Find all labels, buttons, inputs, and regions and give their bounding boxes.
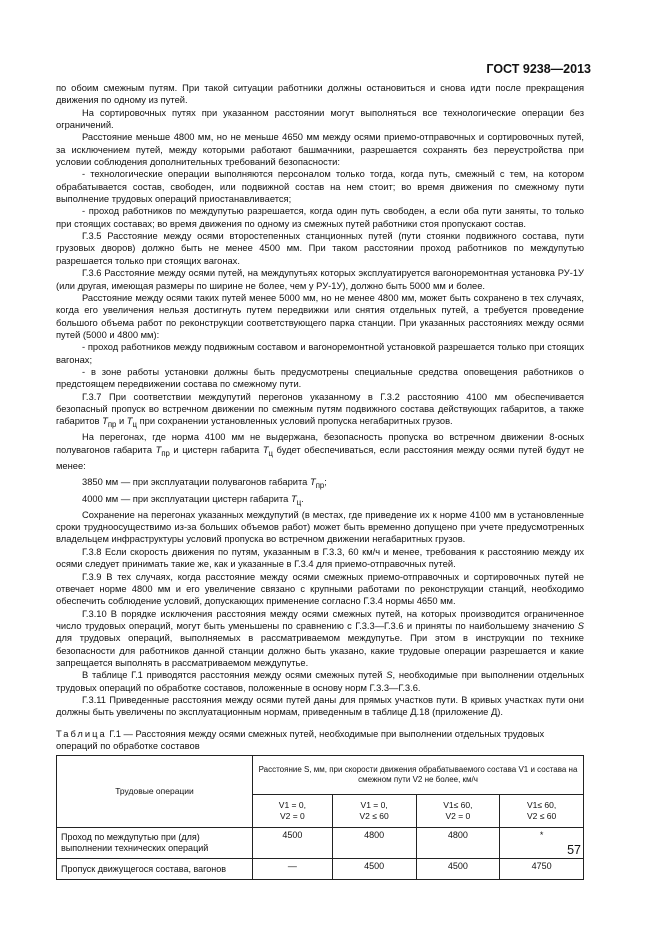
- body-paragraph: Г.3.6 Расстояние между осями путей, на междупутьях которых эксплуатируется вагоноремонтная установка РУ-1У (или другая, имеющая размеры по ширине не более, чем у РУ-1У), должно быть 5000 мм и более.: [56, 268, 584, 291]
- table-cell-value: —: [253, 859, 333, 880]
- paragraphs-block-1: [56, 82, 584, 391]
- list-item-3850: 3850 мм — при эксплуатации полувагонов габарита $T_{пр}$;: [82, 477, 327, 491]
- header-speed-col: V1 = 0, V2 ≤ 60: [332, 795, 416, 828]
- table-cell-operation: Пропуск движущегося состава, вагонов: [57, 859, 253, 880]
- body-paragraph: - проход работников по междупутью разрешается, когда один путь свободен, а если оба пути заняты, то только при стоящих составах; во время движения по одному из смежных путей работники стоя пропускают состав.: [56, 206, 584, 229]
- body-paragraph: по обоим смежным путям. При такой ситуации работники должны остановиться и снова идти после прекращения движения по одному из путей.: [56, 83, 584, 106]
- table-cell-value: 4500: [332, 859, 416, 880]
- body-paragraph: - проход работников между подвижным составом и вагоноремонтной установкой разрешается только при стоящих вагонах;: [56, 342, 584, 365]
- body-paragraph: Г.3.9 В тех случаях, когда расстояние между осями смежных приемо-отправочных и сортировочных путей не отвечает норме 4800 мм и его увеличение связано с крупными работами по реконструкции станций, необходимо обеспечить соблюдение условий, допускающих применение согласно Г.3.4 нормы 4650 мм.: [56, 571, 584, 607]
- header-distance-span: Расстояние S, мм, при скорости движения обрабатываемого состава V1 и состава на смежном пути V2 не более, км/ч: [253, 756, 584, 795]
- distances-table: [56, 755, 584, 880]
- list-item-4000: 4000 мм — при эксплуатации цистерн габарита $T_ц$.: [82, 493, 304, 507]
- page-content: [56, 82, 584, 880]
- paragraph-g37: Г.3.7 При соответствии междупутий перегонов указанному в Г.3.2 расстоянию 4100 мм обеспечивается безопасный пропуск во встречном движении по смежным путям подвижного состава действующих габаритов, а также габаритов $T_{пр}$ и $T_ц$ при сохранении установленных условий пропуска негабаритных грузов.: [56, 391, 584, 430]
- table-cell-value: 4800: [332, 828, 416, 859]
- header-operations: Трудовые операции: [57, 756, 253, 828]
- paragraphs-block-2: [56, 509, 584, 608]
- table-cell-value: 4500: [253, 828, 333, 859]
- table-cell-operation: Проход по междупутью при (для) выполнении технических операций: [57, 828, 253, 859]
- body-paragraph: - в зоне работы установки должны быть предусмотрены специальные средства оповещения работников о предстоящем передвижении состава по смежному пути.: [56, 366, 584, 390]
- body-paragraph: - технологические операции выполняются персоналом только тогда, когда путь, смежный с тем, на котором обрабатывается состав, свободен, или подвижной состав на нем стоит; во время движения по смежному пути выполнение трудовых операций приостанавливается;: [56, 169, 584, 205]
- table-cell-value: 4800: [416, 828, 500, 859]
- paragraph-table-reference: В таблице Г.1 приводятся расстояния между осями смежных путей S, необходимые при выполнении отдельных трудовых операций по обработке составов, положенные в основу норм Г.3.3—Г.3.6.: [56, 670, 585, 693]
- table-row: [57, 859, 584, 880]
- header-speed-col: V1≤ 60, V2 ≤ 60: [500, 795, 584, 828]
- body-paragraph: Г.3.8 Если скорость движения по путям, указанным в Г.3.3, 60 км/ч и менее, требования к расстоянию между их осями следует принимать такие же, как и указанные в Г.3.4 для приемо-отправочных путей.: [56, 546, 584, 570]
- paragraph-hauls: На перегонах, где норма 4100 мм не выдержана, безопасность пропуска во встречном движении 8-осных полувагонов габарита $T_{пр}$ и цистерн габарита $T_ц$ будет обеспечиваться, если расстояния между осями путей будут не менее:: [56, 432, 585, 472]
- page-number: 57: [567, 843, 581, 857]
- body-paragraph: Расстояние меньше 4800 мм, но не меньше 4650 мм между осями приемо-отправочных и сортировочных путей, за исключением путей, между которыми работают башмачники, разрешается сохранять без переустройства при условии соблюдения дополнительных требований безопасности:: [56, 132, 584, 168]
- paragraph-g310: Г.3.10 В порядке исключения расстояния между осями смежных путей, на которых производится ограниченное число трудовых операций, могут быть уменьшены по сравнению с Г.3.3—Г.3.6 и приняты по наибольшему значению S для трудовых операций, выполняемых в рассматриваемом междупутье. При этом в инструкции по технике безопасности для работников данной станции должно быть указано, какие трудовые операции разрешается и какие запрещается выполнять в рассматриваемом междупутье.: [56, 608, 584, 668]
- paragraph-g311: Г.3.11 Приведенные расстояния между осями путей даны для прямых участков пути. В кривых участках пути они должны быть увеличены по эксплуатационным нормам, приведенным в таблице Д.18 (приложение Д).: [56, 694, 584, 718]
- body-paragraph: Сохранение на перегонах указанных междупутий (в местах, где приведение их к норме 4100 мм в установленные сроки трудноосуществимо из-за больших объемов работ) может быть временно допущено при учете предусмотренных владельцем инфраструктуры условий пропуска во встречном движении негабаритных грузов.: [56, 509, 584, 545]
- body-paragraph: Г.3.5 Расстояние между осями второстепенных станционных путей (пути стоянки подвижного состава, пути грузовых дворов) должно быть не менее 4500 мм. При таком расстоянии проход работников по междупутью разрешается только при стоящих вагонах.: [56, 231, 584, 266]
- table-cell-value: 4750: [500, 859, 584, 880]
- table-cell-value: 4500: [416, 859, 500, 880]
- body-paragraph: Расстояние между осями таких путей менее 5000 мм, но не менее 4800 мм, может быть сохранено в тех случаях, когда его увеличения нельзя достигнуть путем передвижки или снятия отдельных путей, а требуется проведение большого объема работ по реконструкции соответствующего парка станции. При указанных расстояниях между осями путей (5000 и 4800 мм):: [56, 292, 584, 340]
- body-paragraph: На сортировочных путях при указанном расстоянии могут выполняться все технологические операции без ограничений.: [56, 107, 584, 131]
- table-cell-value: *: [500, 828, 584, 859]
- document-header: ГОСТ 9238—2013: [486, 62, 591, 76]
- table-caption: Таблица Г.1 — Расстояния между осями смежных путей, необходимые при выполнении отдельных трудовых операций по обработке составов: [56, 728, 545, 751]
- header-speed-col: V1≤ 60, V2 = 0: [416, 795, 500, 828]
- table-header-row: [57, 756, 584, 795]
- table-row: [57, 828, 584, 859]
- header-speed-col: V1 = 0, V2 = 0: [253, 795, 333, 828]
